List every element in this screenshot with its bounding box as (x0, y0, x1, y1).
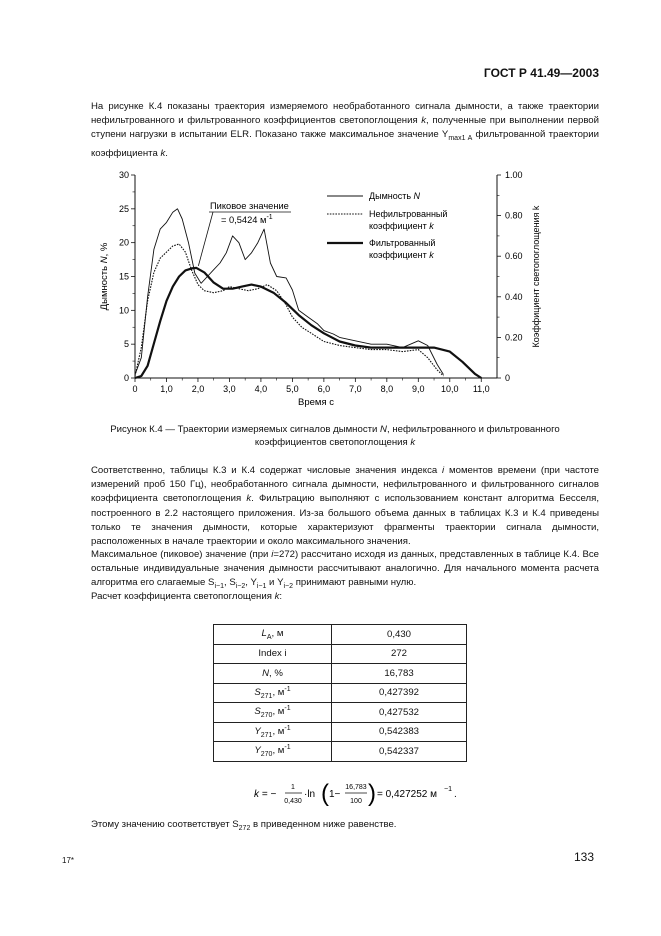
series-line-1 (135, 209, 444, 375)
table-cell-value: 0,427532 (332, 703, 467, 723)
formula-frac2-den: 100 (350, 798, 362, 805)
y-axis-right-label: Коэффициент светопоглощения k (531, 205, 541, 348)
table-row (214, 742, 467, 762)
legend-label-unfiltered-1: Нефильтрованный (369, 209, 448, 219)
series-line-3 (135, 268, 481, 378)
y-right-tick-label: 0.60 (505, 251, 523, 262)
table-cell-value: 16,783 (332, 664, 467, 684)
y-left-tick-label: 20 (118, 237, 129, 248)
legend-label-unfiltered-2: коэффициент k (369, 221, 434, 231)
y-left-tick-label: 10 (118, 305, 129, 316)
table-cell-label: $S_{271}$, $м^{-1}$ (214, 683, 332, 703)
x-tick-label: 4,0 (254, 384, 268, 394)
formula-result: = 0,427252 м (377, 789, 437, 800)
x-tick-label: 0 (132, 384, 138, 394)
table-row (214, 644, 467, 664)
page-number: 133 (573, 850, 594, 864)
peak-annotation-line2: = 0,5424 $м^{-1}$ (221, 214, 273, 225)
formula-sup: −1 (444, 786, 452, 793)
chart-series (135, 209, 481, 378)
x-tick-label: 8,0 (380, 384, 394, 394)
y-axis-left-label: Дымность N, % (99, 242, 110, 311)
formula (254, 776, 494, 815)
series-line-2 (135, 244, 444, 376)
chart-axes (135, 175, 497, 378)
formula-end: . (454, 789, 457, 800)
paragraph-tables: Соответственно, таблицы К.3 и К.4 содержат числовые значения индекса i моментов времени (при частоте измерений проб 150 Гц), необработанного сигнала дымности, нефильтрованного и фильтрованного сигналов коэффициента светопоглощения k. Фильтрацию выполняют с использованием констант алгоритма Бесселя, построенного в 2.2 настоящего приложения. Из-за большого объема данных в таблицах К.3 и К.4 приведены только те значения дымности, которые характеризуют фрагменты траектории сигнала дымности, расположенных в начале траектории и около максимального значения. (91, 465, 599, 548)
table-row (214, 664, 467, 684)
table-cell-label: Index i (214, 644, 332, 664)
formula-one-minus: 1− (329, 789, 341, 800)
table-cell-label: $Y_{270}$, $м^{-1}$ (214, 742, 332, 762)
y-left-tick-label: 25 (118, 203, 129, 214)
y-right-tick-label: 0.80 (505, 210, 523, 221)
document-code: ГОСТ Р 41.49—2003 (483, 66, 599, 80)
paragraph-final: Этому значению соответствует $S_{272}$ в приведенном ниже равенстве. (91, 819, 397, 832)
table-cell-label: $L_A$, м (214, 625, 332, 645)
x-tick-label: 10,0 (441, 384, 459, 394)
y-left-tick-label: 0 (123, 373, 129, 383)
formula-ln: ·ln (304, 789, 316, 800)
table-cell-label: $S_{270}$, $м^{-1}$ (214, 703, 332, 723)
peak-annotation (198, 201, 291, 266)
smoke-chart (95, 165, 565, 415)
legend-label-filtered-2: коэффициент k (369, 250, 434, 260)
intro-paragraph: На рисунке К.4 показаны траектория измеряемого необработанного сигнала дымности, а также траектории нефильтрованного и фильтрованного коэффициентов светопоглощения k, полученные при выполнении первой ступени нагрузки в испытании ELR. Показано также максимальное значение $Y_{max1 A}$ фильтрованной траектории коэффициента k. (91, 101, 599, 159)
y-right-tick-label: 0.40 (505, 291, 523, 302)
paragraph-calc: Расчет коэффициента светопоглощения k: (91, 591, 283, 602)
table-row (214, 703, 467, 723)
table-cell-label: $Y_{271}$, $м^{-1}$ (214, 722, 332, 742)
x-tick-label: 11,0 (472, 384, 490, 394)
y-left-tick-label: 5 (123, 339, 129, 350)
formula-frac2-num: 16,783 (345, 784, 367, 791)
x-tick-label: 7,0 (349, 384, 362, 394)
table-cell-value: 0,542383 (332, 722, 467, 742)
x-tick-label: 5,0 (286, 384, 299, 394)
x-tick-label: 3,0 (223, 384, 236, 394)
table-cell-value: 0,542337 (332, 742, 467, 762)
formula-lhs: k = − (254, 789, 277, 800)
svg-text:): ) (368, 780, 376, 807)
x-tick-label: 6,0 (317, 384, 331, 394)
chart-legend (327, 191, 447, 260)
x-axis-label: Время с (298, 397, 334, 408)
table-row (214, 683, 467, 703)
table-cell-value: 0,430 (332, 625, 467, 645)
x-tick-label: 2,0 (191, 384, 205, 394)
y-left-tick-label: 15 (118, 271, 129, 282)
formula-frac1-den: 0,430 (284, 798, 302, 805)
x-tick-label: 1,0 (160, 384, 173, 394)
annotation-leader (198, 212, 213, 266)
y-right-tick-label: 0.20 (505, 332, 523, 343)
formula-frac1-num: 1 (291, 784, 295, 791)
svg-text:(: ( (321, 780, 329, 807)
values-table (213, 624, 467, 762)
figure-caption: Рисунок К.4 — Траектории измеряемых сигналов дымности N, нефильтрованного и фильтрованного коэффициентов светопоглощения k (110, 424, 560, 448)
paragraph-peak: Максимальное (пиковое) значение (при i=272) рассчитано исходя из данных, представленных в таблице К.4. Все остальные индивидуальные значения дымности рассчитывают аналогично. Для начального момента расчета алгоритма его слагаемые $S_{i-1}$, $S_{i-2}$, $Y_{i-1}$ и $Y_{i-2}$ принимают равными нулю. (91, 549, 599, 591)
legend-label-smoke: Дымность N (369, 191, 421, 201)
table-row (214, 722, 467, 742)
peak-annotation-line1: Пиковое значение (210, 201, 289, 211)
footer-sheet-mark: 17* (62, 856, 75, 865)
y-left-tick-label: 30 (118, 170, 129, 180)
legend-label-filtered-1: Фильтрованный (369, 238, 436, 248)
table-row (214, 625, 467, 645)
y-right-tick-label: 1.00 (505, 170, 523, 180)
y-right-tick-label: 0 (505, 373, 511, 383)
x-tick-label: 9,0 (412, 384, 425, 394)
table-cell-value: 0,427392 (332, 683, 467, 703)
table-cell-value: 272 (332, 644, 467, 664)
table-cell-label: N, % (214, 664, 332, 684)
